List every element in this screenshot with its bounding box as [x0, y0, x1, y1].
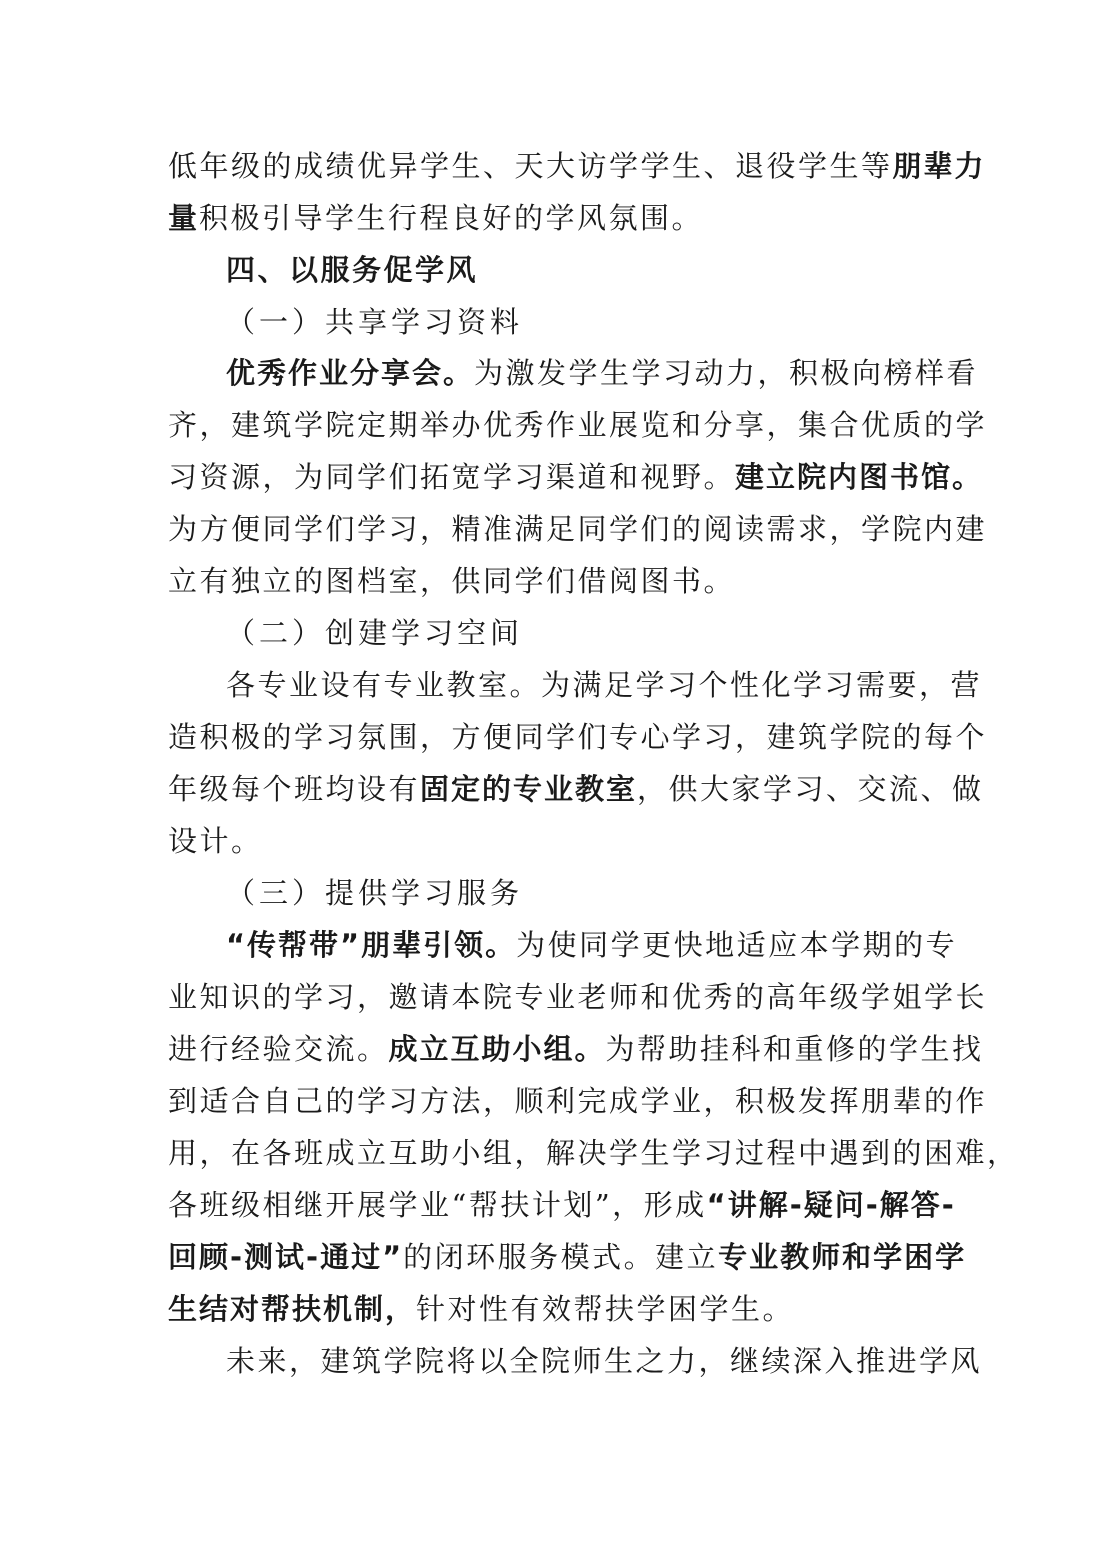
- section-heading: 四、以服务促学风: [226, 253, 479, 287]
- paragraph-line: 为方便同学们学习，精准满足同学们的阅读需求，学院内建: [168, 512, 988, 546]
- subsection-heading: （二）创建学习空间: [226, 616, 524, 650]
- paragraph-line: “传帮带”朋辈引领。为使同学更快地适应本学期的专: [226, 928, 958, 962]
- paragraph-line: 回顾-测试-通过”的闭环服务模式。建立专业教师和学困学: [168, 1240, 967, 1274]
- paragraph-line: 生结对帮扶机制，针对性有效帮扶学困学生。: [168, 1292, 795, 1326]
- paragraph-line: 习资源，为同学们拓宽学习渠道和视野。建立院内图书馆。: [168, 460, 984, 494]
- paragraph-line: 齐，建筑学院定期举办优秀作业展览和分享，集合优质的学: [168, 408, 988, 442]
- paragraph-line: 设计。: [168, 824, 263, 858]
- paragraph-line: 各班级相继开展学业“帮扶计划”，形成“讲解-疑问-解答-: [168, 1188, 956, 1222]
- subsection-heading: （一）共享学习资料: [226, 305, 524, 339]
- paragraph-line: 造积极的学习氛围，方便同学们专心学习，建筑学院的每个: [168, 720, 988, 754]
- paragraph-line: 各专业设有专业教室。为满足学习个性化学习需要，营: [226, 668, 983, 702]
- paragraph-line: 量积极引导学生行程良好的学风氛围。: [168, 201, 704, 235]
- paragraph-line: 业知识的学习，邀请本院专业老师和优秀的高年级学姐学长: [168, 980, 988, 1014]
- paragraph-line: 进行经验交流。成立互助小组。为帮助挂科和重修的学生找: [168, 1032, 984, 1066]
- paragraph-line: 立有独立的图档室，供同学们借阅图书。: [168, 564, 736, 598]
- paragraph-line: 用，在各班成立互助小组，解决学生学习过程中遇到的困难，: [168, 1136, 1019, 1170]
- paragraph-line: 低年级的成绩优异学生、天大访学学生、退役学生等朋辈力: [168, 149, 986, 183]
- paragraph-line: 年级每个班均设有固定的专业教室，供大家学习、交流、做: [168, 772, 984, 806]
- paragraph-line: 未来，建筑学院将以全院师生之力，继续深入推进学风: [226, 1344, 983, 1378]
- paragraph-line: 到适合自己的学习方法，顺利完成学业，积极发挥朋辈的作: [168, 1084, 988, 1118]
- subsection-heading: （三）提供学习服务: [226, 876, 524, 910]
- paragraph-line: 优秀作业分享会。为激发学生学习动力，积极向榜样看: [226, 356, 979, 390]
